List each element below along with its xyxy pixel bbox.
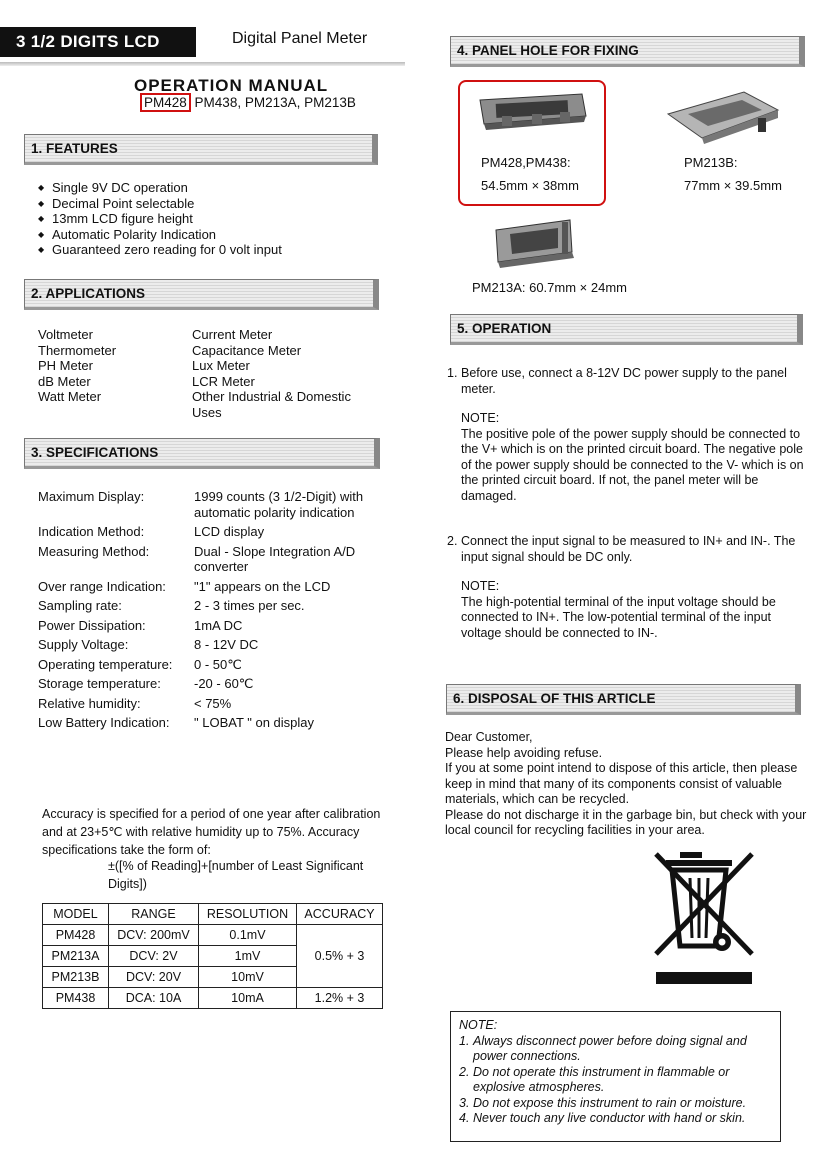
spec-row bbox=[38, 489, 386, 520]
spec-label: Supply Voltage: bbox=[38, 637, 129, 652]
spec-value: " LOBAT " on display bbox=[194, 715, 315, 730]
table-cell: DCV: 20V bbox=[109, 967, 199, 988]
disposal-text bbox=[445, 730, 813, 839]
table-cell: PM213B bbox=[43, 967, 109, 988]
spec-label: Power Dissipation: bbox=[38, 617, 146, 633]
spec-row bbox=[38, 696, 386, 712]
note-number: 1. bbox=[459, 1033, 470, 1048]
spec-row bbox=[38, 676, 386, 692]
table-row bbox=[43, 988, 383, 1009]
table-cell: DCA: 10A bbox=[109, 988, 199, 1009]
pm213b-size-caption: 77mm × 39.5mm bbox=[684, 178, 782, 193]
disposal-line: If you at some point intend to dispose of this article, then please keep in mind that many of its components consist of valuable materials, which can be recycled. bbox=[445, 761, 798, 806]
spec-row bbox=[38, 657, 386, 673]
manual-title: OPERATION MANUAL bbox=[134, 76, 329, 95]
table-cell: DCV: 2V bbox=[109, 946, 199, 967]
pm428-models-caption: PM428,PM438: bbox=[481, 155, 571, 170]
spec-row bbox=[38, 544, 386, 575]
spec-row bbox=[38, 598, 386, 614]
spec-label: Indication Method: bbox=[38, 524, 145, 539]
spec-value: -20 - 60℃ bbox=[194, 676, 254, 691]
spec-value: < 75% bbox=[194, 695, 232, 711]
column-header: MODEL bbox=[43, 904, 109, 925]
app-name: Voltmeter bbox=[38, 327, 93, 342]
table-cell: 0.1mV bbox=[199, 925, 297, 946]
table-cell: DCV: 200mV bbox=[109, 925, 199, 946]
model-list bbox=[140, 95, 356, 110]
note-text: Do not operate this instrument in flammable or explosive atmospheres. bbox=[473, 1064, 730, 1094]
table-cell: 10mV bbox=[199, 967, 297, 988]
list-item bbox=[459, 1096, 772, 1112]
note-number: 3. bbox=[459, 1095, 470, 1110]
list-item: ◆ Decimal Point selectable bbox=[38, 196, 378, 212]
spec-row bbox=[38, 637, 386, 653]
spec-value: 1999 counts (3 1/2-Digit) with automatic polarity indication bbox=[194, 489, 364, 520]
disposal-section-header: 6. DISPOSAL OF THIS ARTICLE bbox=[446, 684, 801, 715]
column-header: RANGE bbox=[109, 904, 199, 925]
list-item: ◆ Single 9V DC operation bbox=[38, 180, 378, 196]
list-item bbox=[459, 1034, 772, 1065]
step-number: 1. bbox=[447, 366, 458, 380]
list-item: ◆ Automatic Polarity Indication bbox=[38, 227, 378, 243]
note-number: 2. bbox=[459, 1064, 470, 1079]
list-item bbox=[38, 327, 378, 343]
step-text: Connect the input signal to be measured to IN+ and IN-. The input signal should be DC only. bbox=[461, 534, 796, 564]
note-number: 4. bbox=[459, 1111, 470, 1125]
spec-label: Maximum Display: bbox=[38, 489, 145, 504]
spec-label: Low Battery Indication: bbox=[38, 715, 170, 730]
other-models: PM438, PM213A, PM213B bbox=[194, 95, 356, 110]
panel-hole-section-header: 4. PANEL HOLE FOR FIXING bbox=[450, 36, 805, 67]
note-label: NOTE: bbox=[461, 579, 500, 593]
spec-value: 2 - 3 times per sec. bbox=[194, 598, 305, 613]
pm213a-photo bbox=[492, 214, 578, 270]
app-name: Thermometer bbox=[38, 342, 117, 358]
table-cell: 0.5% + 3 bbox=[297, 925, 383, 988]
header-rule bbox=[0, 62, 405, 66]
disposal-line: Dear Customer, bbox=[445, 730, 533, 744]
features-section-header: 1. FEATURES bbox=[24, 134, 378, 165]
table-header-row bbox=[43, 904, 383, 925]
spec-label: Sampling rate: bbox=[38, 598, 122, 613]
operation-step bbox=[447, 534, 809, 565]
step-text: Before use, connect a 8-12V DC power supply to the panel meter. bbox=[461, 366, 787, 396]
list-item: ◆ 13mm LCD figure height bbox=[38, 211, 378, 227]
features-list bbox=[38, 180, 378, 258]
table-row bbox=[43, 925, 383, 946]
disposal-line: Please help avoiding refuse. bbox=[445, 745, 603, 760]
spec-row bbox=[38, 618, 386, 634]
app-name: Watt Meter bbox=[38, 389, 102, 404]
safety-note-box bbox=[450, 1011, 781, 1142]
operation-section-header: 5. OPERATION bbox=[450, 314, 803, 345]
spec-label: Relative humidity: bbox=[38, 695, 141, 711]
spec-row bbox=[38, 715, 386, 731]
pm213b-photo bbox=[664, 88, 782, 144]
product-name: Digital Panel Meter bbox=[232, 30, 368, 47]
applications-section-header: 2. APPLICATIONS bbox=[24, 279, 379, 310]
pm428-photo bbox=[474, 86, 590, 134]
spec-value: 0 - 50℃ bbox=[194, 656, 242, 672]
app-name: Lux Meter bbox=[192, 358, 250, 373]
spec-value: "1" appears on the LCD bbox=[194, 578, 331, 594]
note-text: The high-potential terminal of the input voltage should be connected to IN+. The low-potential terminal of the input voltage should be connected to IN-. bbox=[461, 594, 776, 640]
spec-label: Storage temperature: bbox=[38, 676, 161, 691]
spec-row bbox=[38, 524, 386, 540]
app-name: PH Meter bbox=[38, 358, 93, 373]
highlighted-model: PM428 bbox=[140, 93, 191, 112]
table-cell: PM438 bbox=[43, 988, 109, 1009]
spec-value: 8 - 12V DC bbox=[194, 637, 259, 652]
specifications-list bbox=[38, 489, 386, 735]
note-text: The positive pole of the power supply should be connected to the V+ which is on the printed circuit board. The negative pole of the power supply should be connected to the V- which is on the printed circuit board. If not, the panel meter will be damaged. bbox=[461, 426, 804, 503]
spec-label: Measuring Method: bbox=[38, 543, 150, 559]
pm213a-caption: PM213A: 60.7mm × 24mm bbox=[472, 280, 627, 295]
disposal-line: Please do not discharge it in the garbage bin, but check with your local council for recycling facilities in your area. bbox=[445, 807, 807, 837]
list-item bbox=[459, 1111, 772, 1127]
table-cell: PM428 bbox=[43, 925, 109, 946]
list-item: ◆ Guaranteed zero reading for 0 volt input bbox=[38, 242, 378, 258]
spec-value: LCD display bbox=[194, 524, 265, 539]
list-item bbox=[459, 1065, 772, 1096]
app-name: Current Meter bbox=[192, 327, 273, 342]
operation-step bbox=[447, 366, 809, 397]
brand-label: 3 1/2 DIGITS LCD bbox=[0, 27, 196, 57]
column-header: ACCURACY bbox=[297, 904, 383, 925]
list-item bbox=[38, 374, 378, 390]
spec-label: Operating temperature: bbox=[38, 656, 173, 672]
app-name: dB Meter bbox=[38, 373, 91, 389]
table-cell: 10mA bbox=[199, 988, 297, 1009]
spec-value: 1mA DC bbox=[194, 617, 243, 633]
accuracy-table bbox=[42, 903, 383, 1009]
table-cell: PM213A bbox=[43, 946, 109, 967]
step-number: 2. bbox=[447, 534, 458, 548]
pm428-size-caption: 54.5mm × 38mm bbox=[481, 178, 579, 193]
note-label: NOTE: bbox=[461, 411, 500, 425]
app-name: Capacitance Meter bbox=[192, 342, 302, 358]
accuracy-formula: ±([% of Reading]+[number of Least Significant Digits]) bbox=[108, 859, 364, 891]
crossed-out-bin-icon bbox=[652, 850, 756, 986]
note-text: Always disconnect power before doing signal and power connections. bbox=[473, 1033, 747, 1063]
table-cell: 1.2% + 3 bbox=[297, 988, 383, 1009]
column-header: RESOLUTION bbox=[199, 904, 297, 925]
app-name: Other Industrial & Domestic Uses bbox=[192, 389, 351, 420]
operation-content bbox=[447, 366, 809, 641]
list-item bbox=[38, 389, 378, 420]
list-item bbox=[38, 343, 378, 359]
spec-label: Over range Indication: bbox=[38, 578, 166, 594]
pm213b-models-caption: PM213B: bbox=[684, 155, 738, 170]
app-name: LCR Meter bbox=[192, 373, 255, 389]
list-item bbox=[38, 358, 378, 374]
accuracy-paragraph: Accuracy is specified for a period of one year after calibration and at 23+5℃ with relative humidity up to 75%. Accuracy specifications take the form of: bbox=[42, 807, 381, 857]
table-cell: 1mV bbox=[199, 946, 297, 967]
applications-list bbox=[38, 327, 378, 420]
note-label: NOTE: bbox=[459, 1018, 498, 1032]
specifications-section-header: 3. SPECIFICATIONS bbox=[24, 438, 380, 469]
note-text: Never touch any live conductor with hand or skin. bbox=[473, 1111, 746, 1125]
spec-row bbox=[38, 579, 386, 595]
note-text: Do not expose this instrument to rain or moisture. bbox=[473, 1095, 747, 1110]
spec-value: Dual - Slope Integration A/D converter bbox=[194, 543, 356, 574]
